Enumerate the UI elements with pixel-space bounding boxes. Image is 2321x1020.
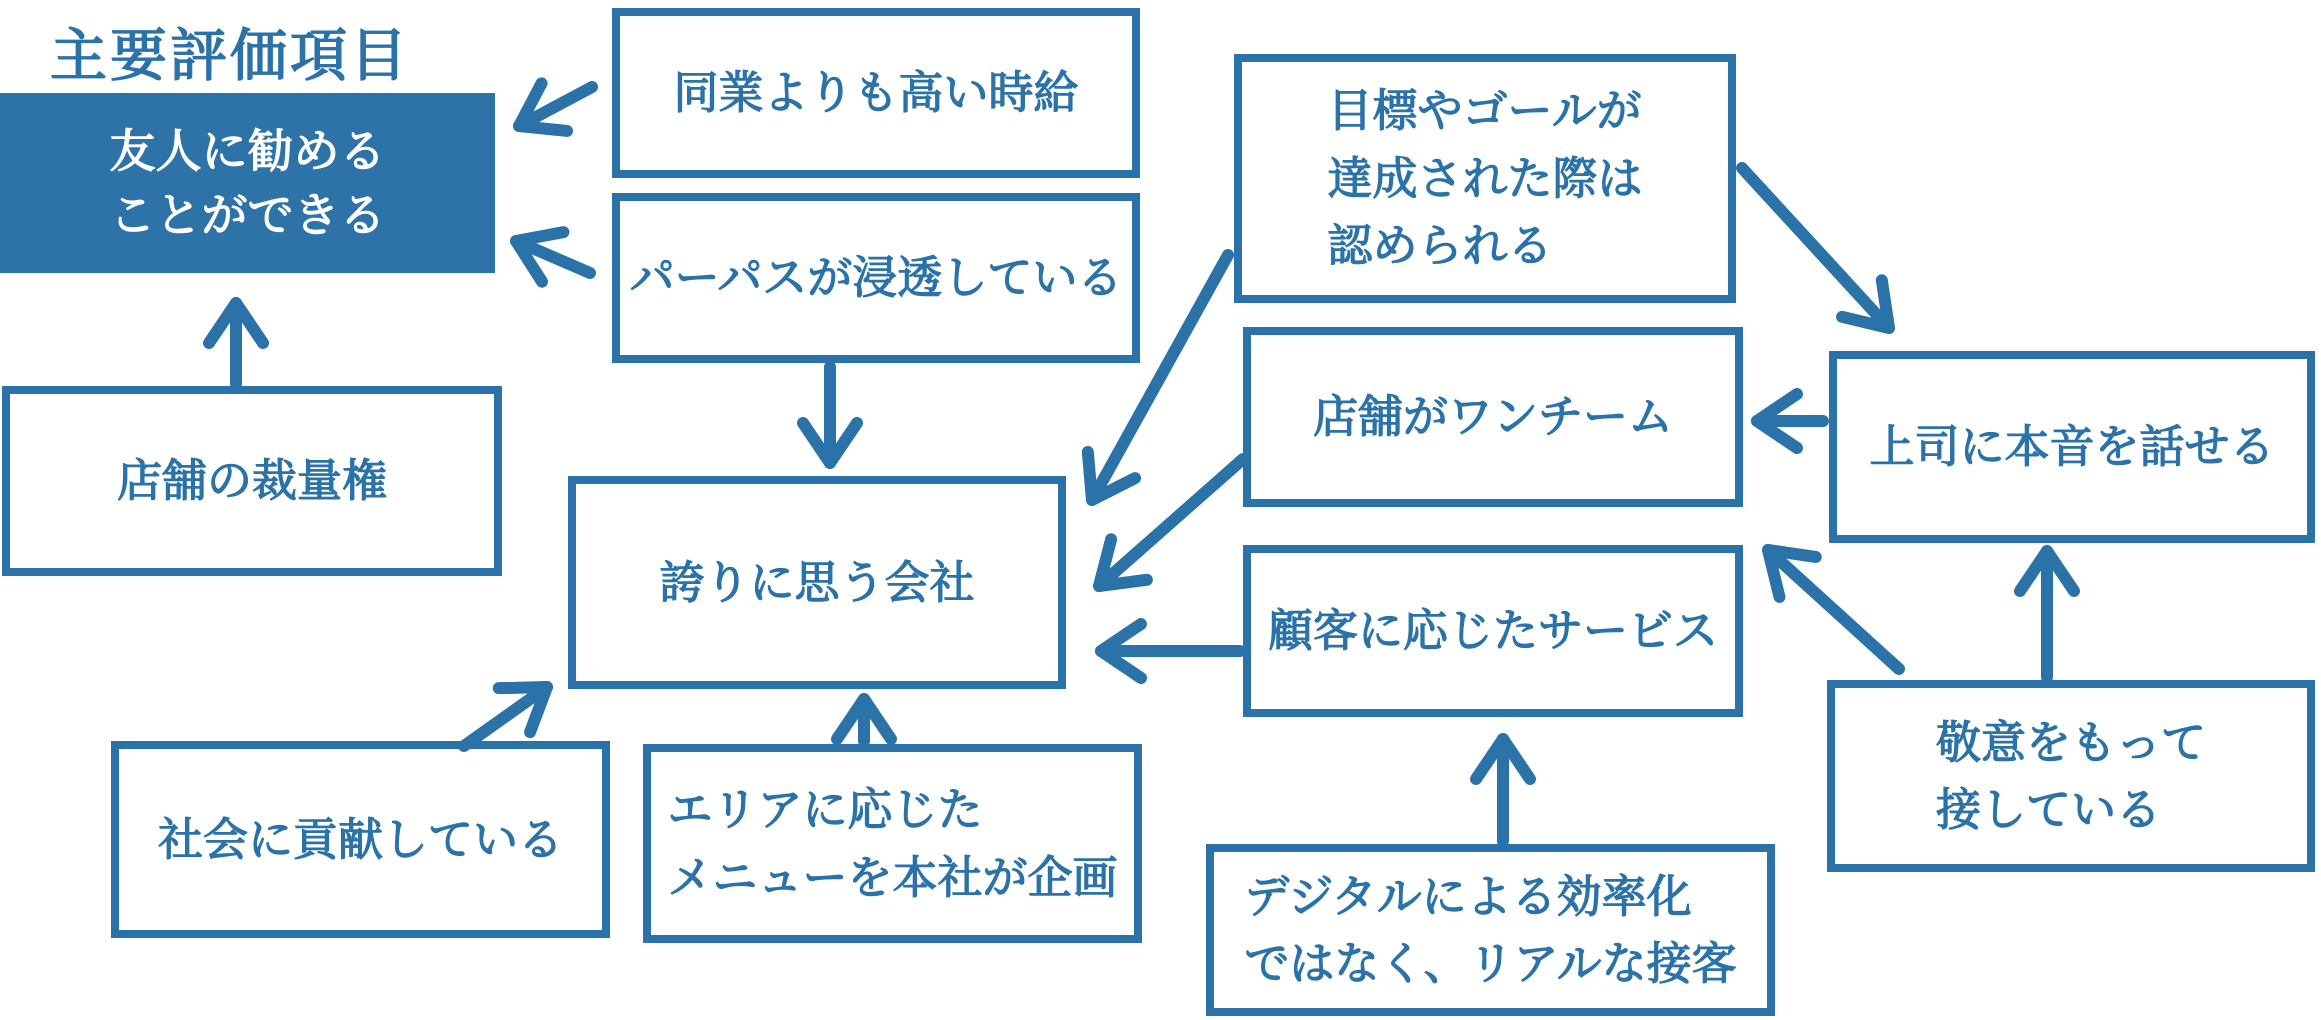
node-label: 誇りに思う会社 xyxy=(659,555,975,609)
node-label: 目標やゴールが xyxy=(1327,84,1642,138)
node-label: パーパスが浸透している xyxy=(629,251,1123,305)
node-honest-with-boss xyxy=(1829,351,2315,543)
node-friend-recommend xyxy=(0,93,495,273)
node-label: 同業よりも高い時給 xyxy=(673,66,1079,120)
edge-purpose-to-friend xyxy=(516,241,590,273)
node-label: 店舗がワンチーム xyxy=(1312,390,1673,444)
edge-goal-to-boss xyxy=(1742,168,1889,328)
node-label: 達成された際は xyxy=(1327,151,1643,205)
node-proud-company xyxy=(568,476,1066,689)
node-store-one-team xyxy=(1243,327,1743,507)
node-label: 敬意をもって xyxy=(1935,715,2206,769)
node-goal-recognized xyxy=(1234,54,1736,303)
node-label: 店舗の裁量権 xyxy=(116,454,387,508)
node-label: 認められる xyxy=(1327,219,1553,273)
page-title: 主要評価項目 xyxy=(50,23,410,89)
node-label: 顧客に応じたサービス xyxy=(1267,604,1718,658)
node-label: デジタルによる効率化 xyxy=(1244,869,1692,923)
node-label: 上司に本音を話せる xyxy=(1869,420,2275,474)
node-label: エリアに応じた xyxy=(667,783,983,836)
node-social-contribution xyxy=(111,741,610,938)
node-treat-with-respect xyxy=(1827,680,2315,872)
node-customer-service xyxy=(1243,545,1743,717)
node-label: ことができる xyxy=(109,188,386,242)
edge-social-to-proud xyxy=(464,687,547,746)
node-real-service xyxy=(1206,844,1775,1016)
node-area-menu xyxy=(643,744,1142,943)
edge-respect-to-oneteam xyxy=(1768,550,1899,669)
node-label: ではなく、リアルな接客 xyxy=(1244,937,1737,990)
node-store-discretion xyxy=(2,386,502,576)
node-label: メニューを本社が企画 xyxy=(667,850,1118,904)
node-purpose-permeated xyxy=(612,193,1140,363)
edge-oneteam-to-proud xyxy=(1099,459,1243,586)
node-label: 社会に貢献している xyxy=(157,812,563,866)
edge-wage-to-friend xyxy=(519,87,592,126)
node-label: 友人に勧める xyxy=(109,123,386,178)
node-higher-wage xyxy=(612,8,1140,178)
node-label: 接している xyxy=(1935,783,2161,836)
